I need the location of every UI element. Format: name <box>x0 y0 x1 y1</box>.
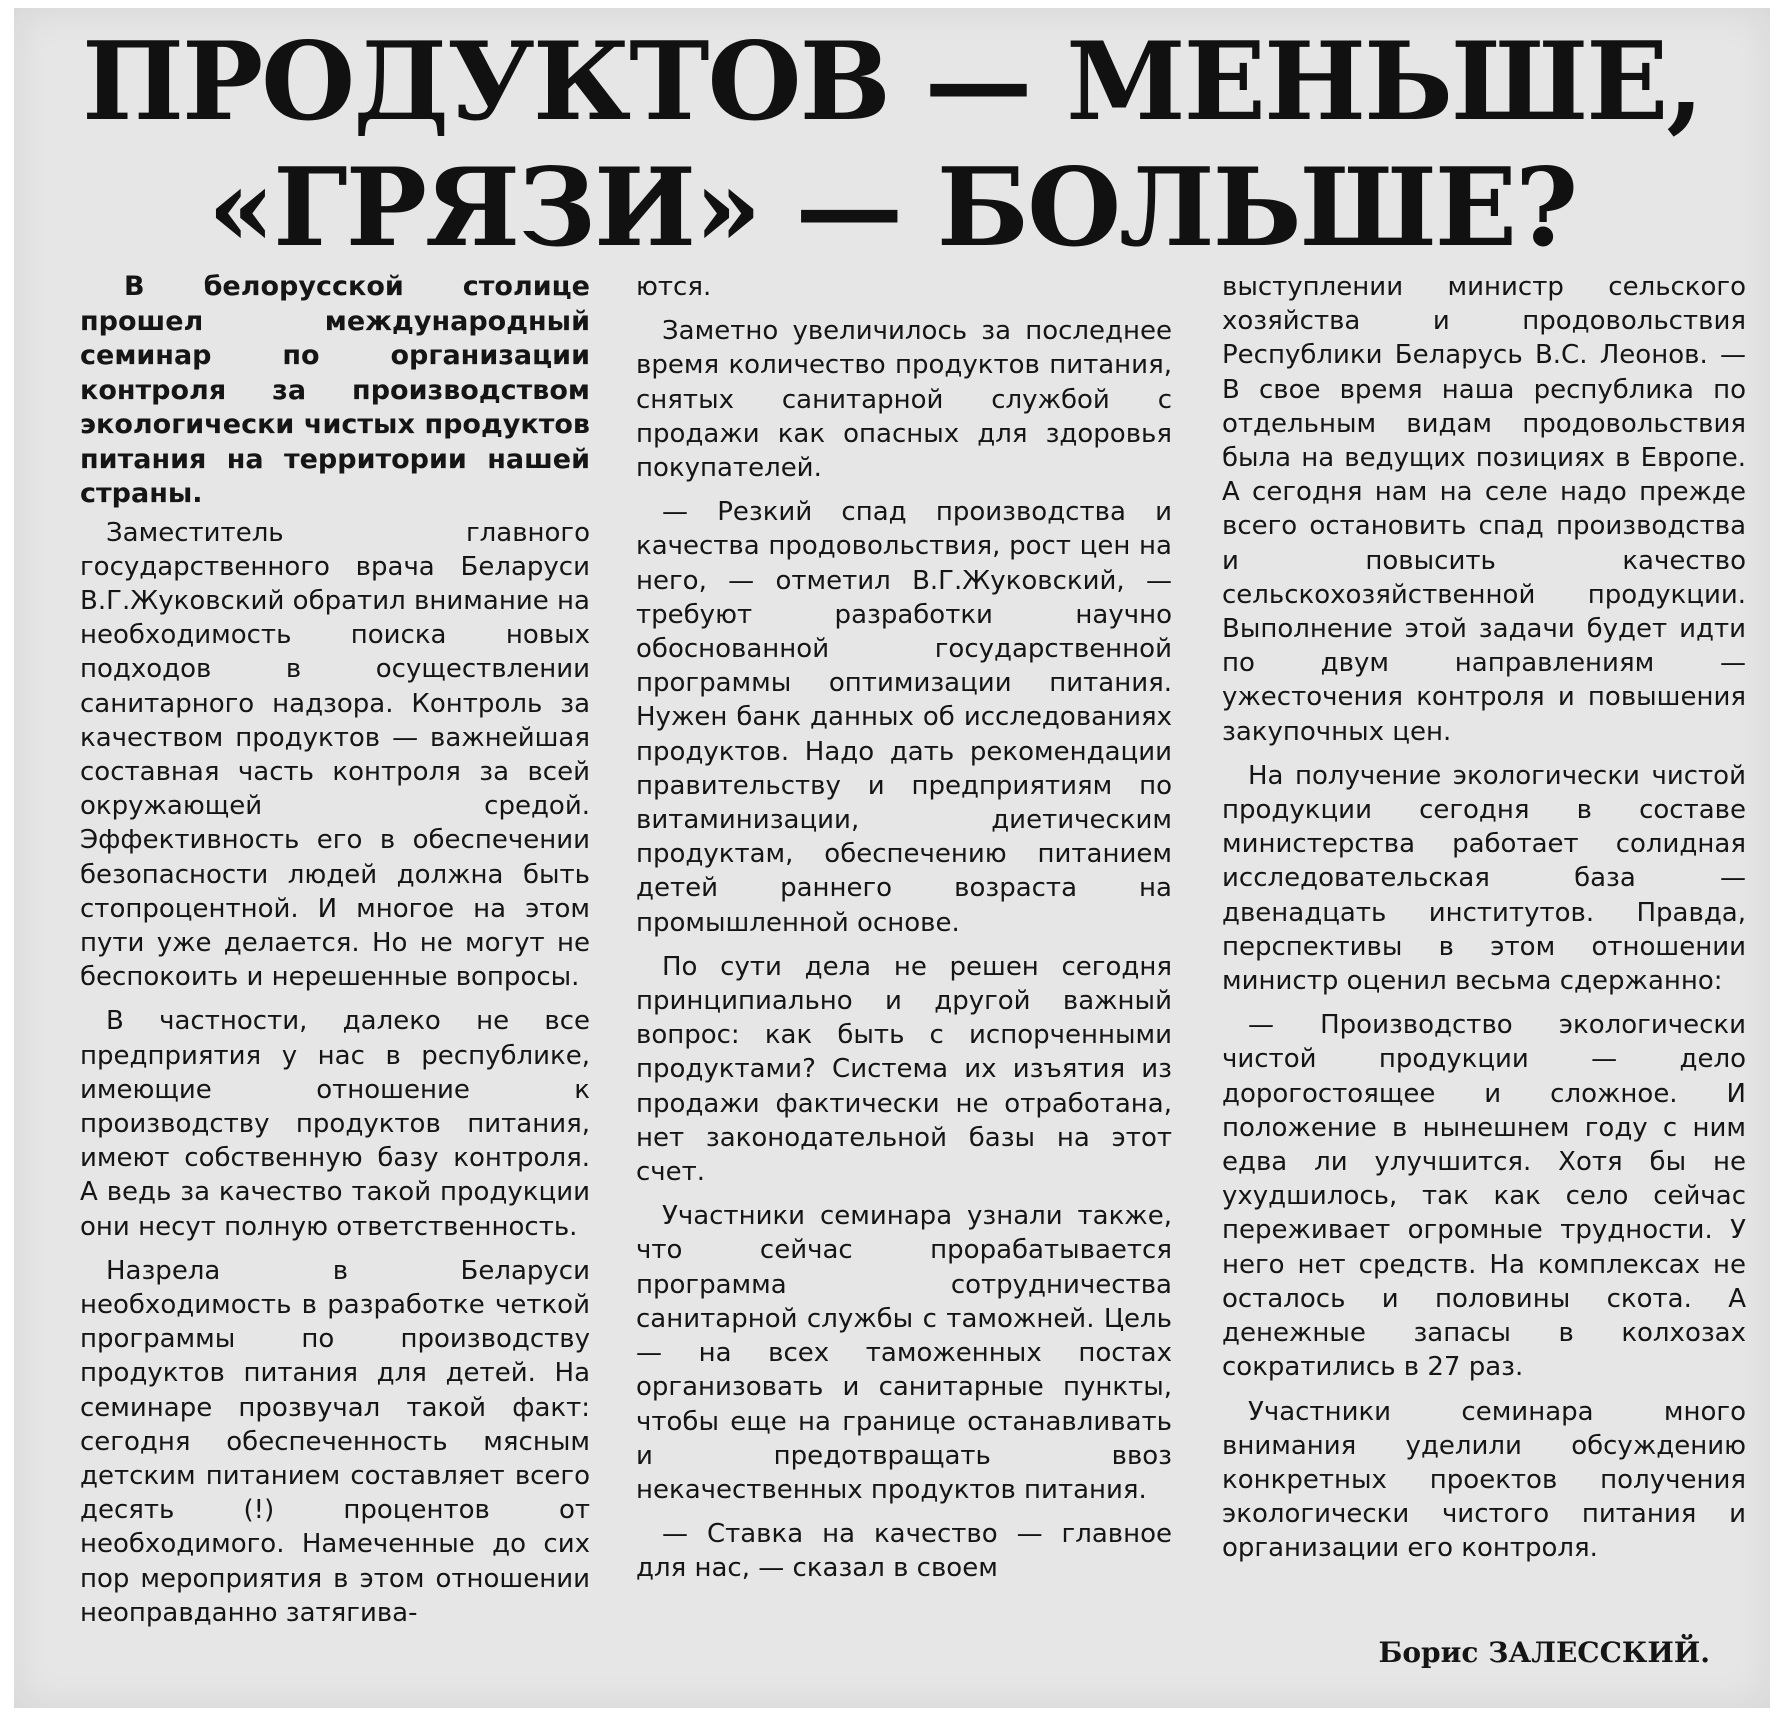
article-column-2 <box>636 270 1172 1596</box>
paragraph: В частности, далеко не все предприятия у нас в республике, имеющие отношение к производству продуктов питания, имеют собственную базу контроля. А ведь за качество такой продукции они несут полную ответственность. <box>80 1006 590 1242</box>
article-column-1 <box>80 270 590 1640</box>
paragraph-continuation: ются. <box>636 272 712 302</box>
headline-line-1: ПРОДУКТОВ — МЕНЬШЕ, <box>81 19 1703 145</box>
paragraph: Заместитель главного государственного врача Беларуси В.Г.Жуковский обратил внимание на необходимость поиска новых подходов в осуществлении санитарного надзора. Контроль за качеством продуктов — важнейшая составная часть контроля за всей окружающей средой. Эффективность его в обеспечении безопасности людей должна быть стопроцентной. И многое на этом пути уже делается. Но не могут не беспокоить и нерешенные вопросы. <box>80 517 590 993</box>
paragraph: Участники семинара много внимания уделили обсуждению конкретных проектов получения экологически чистого питания и организации его контроля. <box>1222 1396 1746 1564</box>
paragraph: Назрела в Беларуси необходимость в разработке четкой программы по производству продуктов питания для детей. На семинаре прозвучал такой факт: сегодня обеспеченность мясным детским питанием составляет всего десять (!) процентов от необходимого. Намеченные до сих пор мероприятия в этом отношении неоправданно затягива- <box>80 1255 590 1628</box>
paragraph: — Резкий спад производства и качества продовольствия, рост цен на него, — отметил В.Г.Жуковский, — требуют разработки научно обоснованной государственной программы оптимизации питания. Нужен банк данных об исследованиях продуктов. Надо дать рекомендации правительству и предприятиям по витаминизации, диетическим продуктам, обеспечению питанием детей раннего возраста на промышленной основе. <box>636 497 1172 938</box>
paragraph: По сути дела не решен сегодня принципиально и другой важный вопрос: как быть с испорченными продуктами? Система их изъятия из продажи фактически не отработана, нет законодательной базы на этот счет. <box>636 951 1172 1188</box>
paragraph: На получение экологически чистой продукции сегодня в составе министерства работает солидная исследовательская база — двенадцать институтов. Правда, перспективы в этом отношении министр оценил весьма сдержанно: <box>1222 760 1746 997</box>
paragraph: — Производство экологически чистой продукции — дело дорогостоящее и сложное. И положение в нынешнем году с ним едва ли улучшится. Хотя бы не ухудшилось, так как село сейчас переживает огромные трудности. У него нет средств. На комплексах не осталось и половины скота. А денежные запасы в колхозах сократились в 27 раз. <box>1222 1010 1746 1383</box>
newspaper-clipping <box>14 8 1770 1708</box>
author-signature: Борис ЗАЛЕССКИЙ. <box>1378 1636 1710 1669</box>
paragraph: Заметно увеличилось за последнее время количество продуктов питания, снятых санитарной службой с продажи как опасных для здоровья покупателей. <box>636 316 1172 484</box>
paragraph: Участники семинара узнали также, что сейчас прорабатывается программа сотрудничества санитарной службы с таможней. Цель — на всех таможенных постах организовать и санитарные пункты, чтобы еще на границе останавливать и предотвращать ввоз некачественных продуктов питания. <box>636 1201 1172 1505</box>
headline-line-2: «ГРЯЗИ» — БОЛЬШЕ? <box>207 145 1577 271</box>
lead-paragraph: В белорусской столице прошел международный семинар по организации контроля за производством экологически чистых продуктов питания на территории нашей страны. <box>80 271 590 509</box>
paragraph-continuation: выступлении министр сельского хозяйства и продовольствия Республики Беларусь В.С. Леонов. — В свое время наша республика по отдельным видам продовольствия была на ведущих позициях в Европе. А сегодня нам на селе надо прежде всего остановить спад производства и повысить качество сельскохозяйственной продукции. Выполнение этой задачи будет идти по двум направлениям — ужесточения контроля и повышения закупочных цен. <box>1222 272 1746 747</box>
article-column-3 <box>1222 270 1746 1576</box>
paragraph: — Ставка на качество — главное для нас, — сказал в своем <box>636 1519 1172 1584</box>
